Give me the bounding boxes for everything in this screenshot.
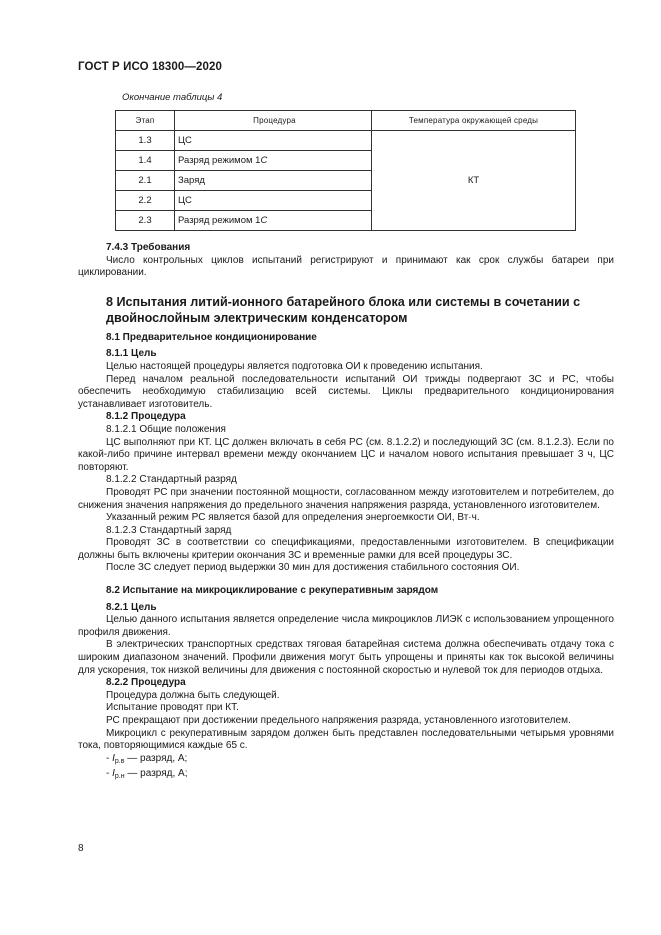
procedure-text: Разряд режимом 1 (178, 155, 261, 166)
paragraph: Число контрольных циклов испытаний регистрируют и принимают как срок службы батареи при циклировании. (78, 254, 614, 279)
table-cell-stage: 2.3 (116, 211, 175, 231)
clause-heading: 8.1.2.3 Стандартный заряд (106, 524, 232, 536)
subsection-heading: 8.1.1 Цель (106, 348, 157, 360)
table-cell-procedure (175, 191, 372, 211)
table-cell-procedure (175, 171, 372, 191)
stage-table (115, 110, 576, 231)
page-number: 8 (78, 843, 84, 854)
paragraph: Проводят ЗС в соответствии со спецификациями, предоставленными изготовителем. В спецификации должны быть включены критерии окончания ЗС и временные рамки для всей процедуры ЗС. (78, 537, 614, 561)
table-cell-stage: 1.4 (116, 151, 175, 171)
table-header-row (116, 111, 576, 131)
column-header-procedure: Процедура (175, 111, 372, 131)
subsection-heading: 8.2 Испытание на микроциклирование с рекуперативным зарядом (106, 585, 439, 597)
document-code: ГОСТ Р ИСО 18300—2020 (78, 61, 223, 73)
clause-heading: 8.1.2.2 Стандартный разряд (106, 474, 237, 486)
subsection-heading: 8.2.2 Процедура (106, 677, 186, 689)
subsection-heading: 8.2.1 Цель (106, 601, 157, 613)
paragraph: Перед началом реальной последовательности испытаний ОИ трижды подвергают ЗС и РС, чтобы обеспечить необходимую стабилизацию всей системы. Циклы предварительного кондиционирования устанавливает изготовитель. (78, 373, 614, 410)
procedure-text: ЦС (178, 135, 192, 146)
procedure-unit: C (260, 215, 268, 226)
table-cell-procedure (175, 131, 372, 151)
procedure-text: Разряд режимом 1 (178, 215, 261, 226)
table-cell-stage: 2.1 (116, 171, 175, 191)
paragraph: Процедура должна быть следующей. (106, 689, 280, 701)
column-header-temperature: Температура окружающей среды (372, 111, 576, 131)
current-symbol: I (112, 752, 115, 764)
column-header-stage: Этап (116, 111, 175, 131)
current-subscript: р.в (114, 757, 125, 765)
paragraph: В электрических транспортных средствах тяговая батарейная система должна обеспечивать отдачу тока с широким диапазоном значений. Профили движения могут быть упрощены и приняты как ток высокой величины для ускорения, ток низкой величины для движения с постоянной скоростью и нулевой ток для периодов отдыха. (78, 639, 614, 676)
document-body (78, 242, 614, 784)
paragraph: ЦС выполняют при КТ. ЦС должен включать в себя РС (см. 8.1.2.2) и последующий ЗС (см. 8.1.2.3). Если по какой-либо причине интервал времени между окончанием ЦС и началом нового испытания превышает 3 ч, ЦС повторяют. (78, 436, 614, 473)
table-row (116, 131, 576, 151)
paragraph: Целью данного испытания является определение числа микроциклов ЛИЭК с использованием упрощенного профиля движения. (78, 614, 614, 638)
table-cell-procedure (175, 151, 372, 171)
paragraph: Указанный режим РС является базой для определения энергоемкости ОИ, Вт·ч. (106, 512, 480, 524)
paragraph: После ЗС следует период выдержки 30 мин для достижения стабильного состояния ОИ. (106, 562, 520, 574)
list-item-text: — разряд, А; (124, 768, 188, 780)
procedure-text: Заряд (178, 175, 205, 186)
procedure-unit: C (260, 155, 268, 166)
list-item-text: — разряд, А; (124, 752, 188, 764)
table-cell-temperature: КТ (372, 131, 576, 231)
subsection-heading: 7.4.3 Требования (106, 242, 191, 253)
subsection-heading: 8.1 Предварительное кондиционирование (106, 331, 317, 343)
table-cell-stage: 2.2 (116, 191, 175, 211)
list-item (78, 753, 614, 769)
paragraph: РС прекращают при достижении предельного напряжения разряда, установленного изготовителем. (106, 715, 571, 726)
procedure-text: ЦС (178, 195, 192, 206)
table-cell-procedure (175, 211, 372, 231)
current-symbol: I (112, 768, 115, 780)
list-dash: - (106, 768, 110, 780)
paragraph: Целью настоящей процедуры является подготовка ОИ к проведению испытания. (106, 360, 483, 372)
list-item (78, 768, 614, 784)
list-dash: - (106, 752, 110, 764)
table-caption: Окончание таблицы 4 (122, 92, 223, 103)
table-cell-stage: 1.3 (116, 131, 175, 151)
paragraph: Испытание проводят при КТ. (106, 702, 239, 714)
section-heading: 8 Испытания литий-ионного батарейного блока или системы в сочетании с двойнослойным электрическим конденсатором (106, 294, 581, 325)
paragraph: Микроцикл с рекуперативным зарядом должен быть представлен последовательными четырьмя уровнями тока, повторяющимися каждые 65 с. (78, 727, 614, 752)
paragraph: Проводят РС при значении постоянной мощности, согласованном между изготовителем и потребителем, до снижения значения напряжения до предельного значения напряжения разряда, установленного изготовителем. (78, 486, 614, 511)
subsection-heading: 8.1.2 Процедура (106, 411, 186, 423)
clause-heading: 8.1.2.1 Общие положения (106, 423, 226, 435)
current-subscript: р.н (114, 773, 125, 781)
